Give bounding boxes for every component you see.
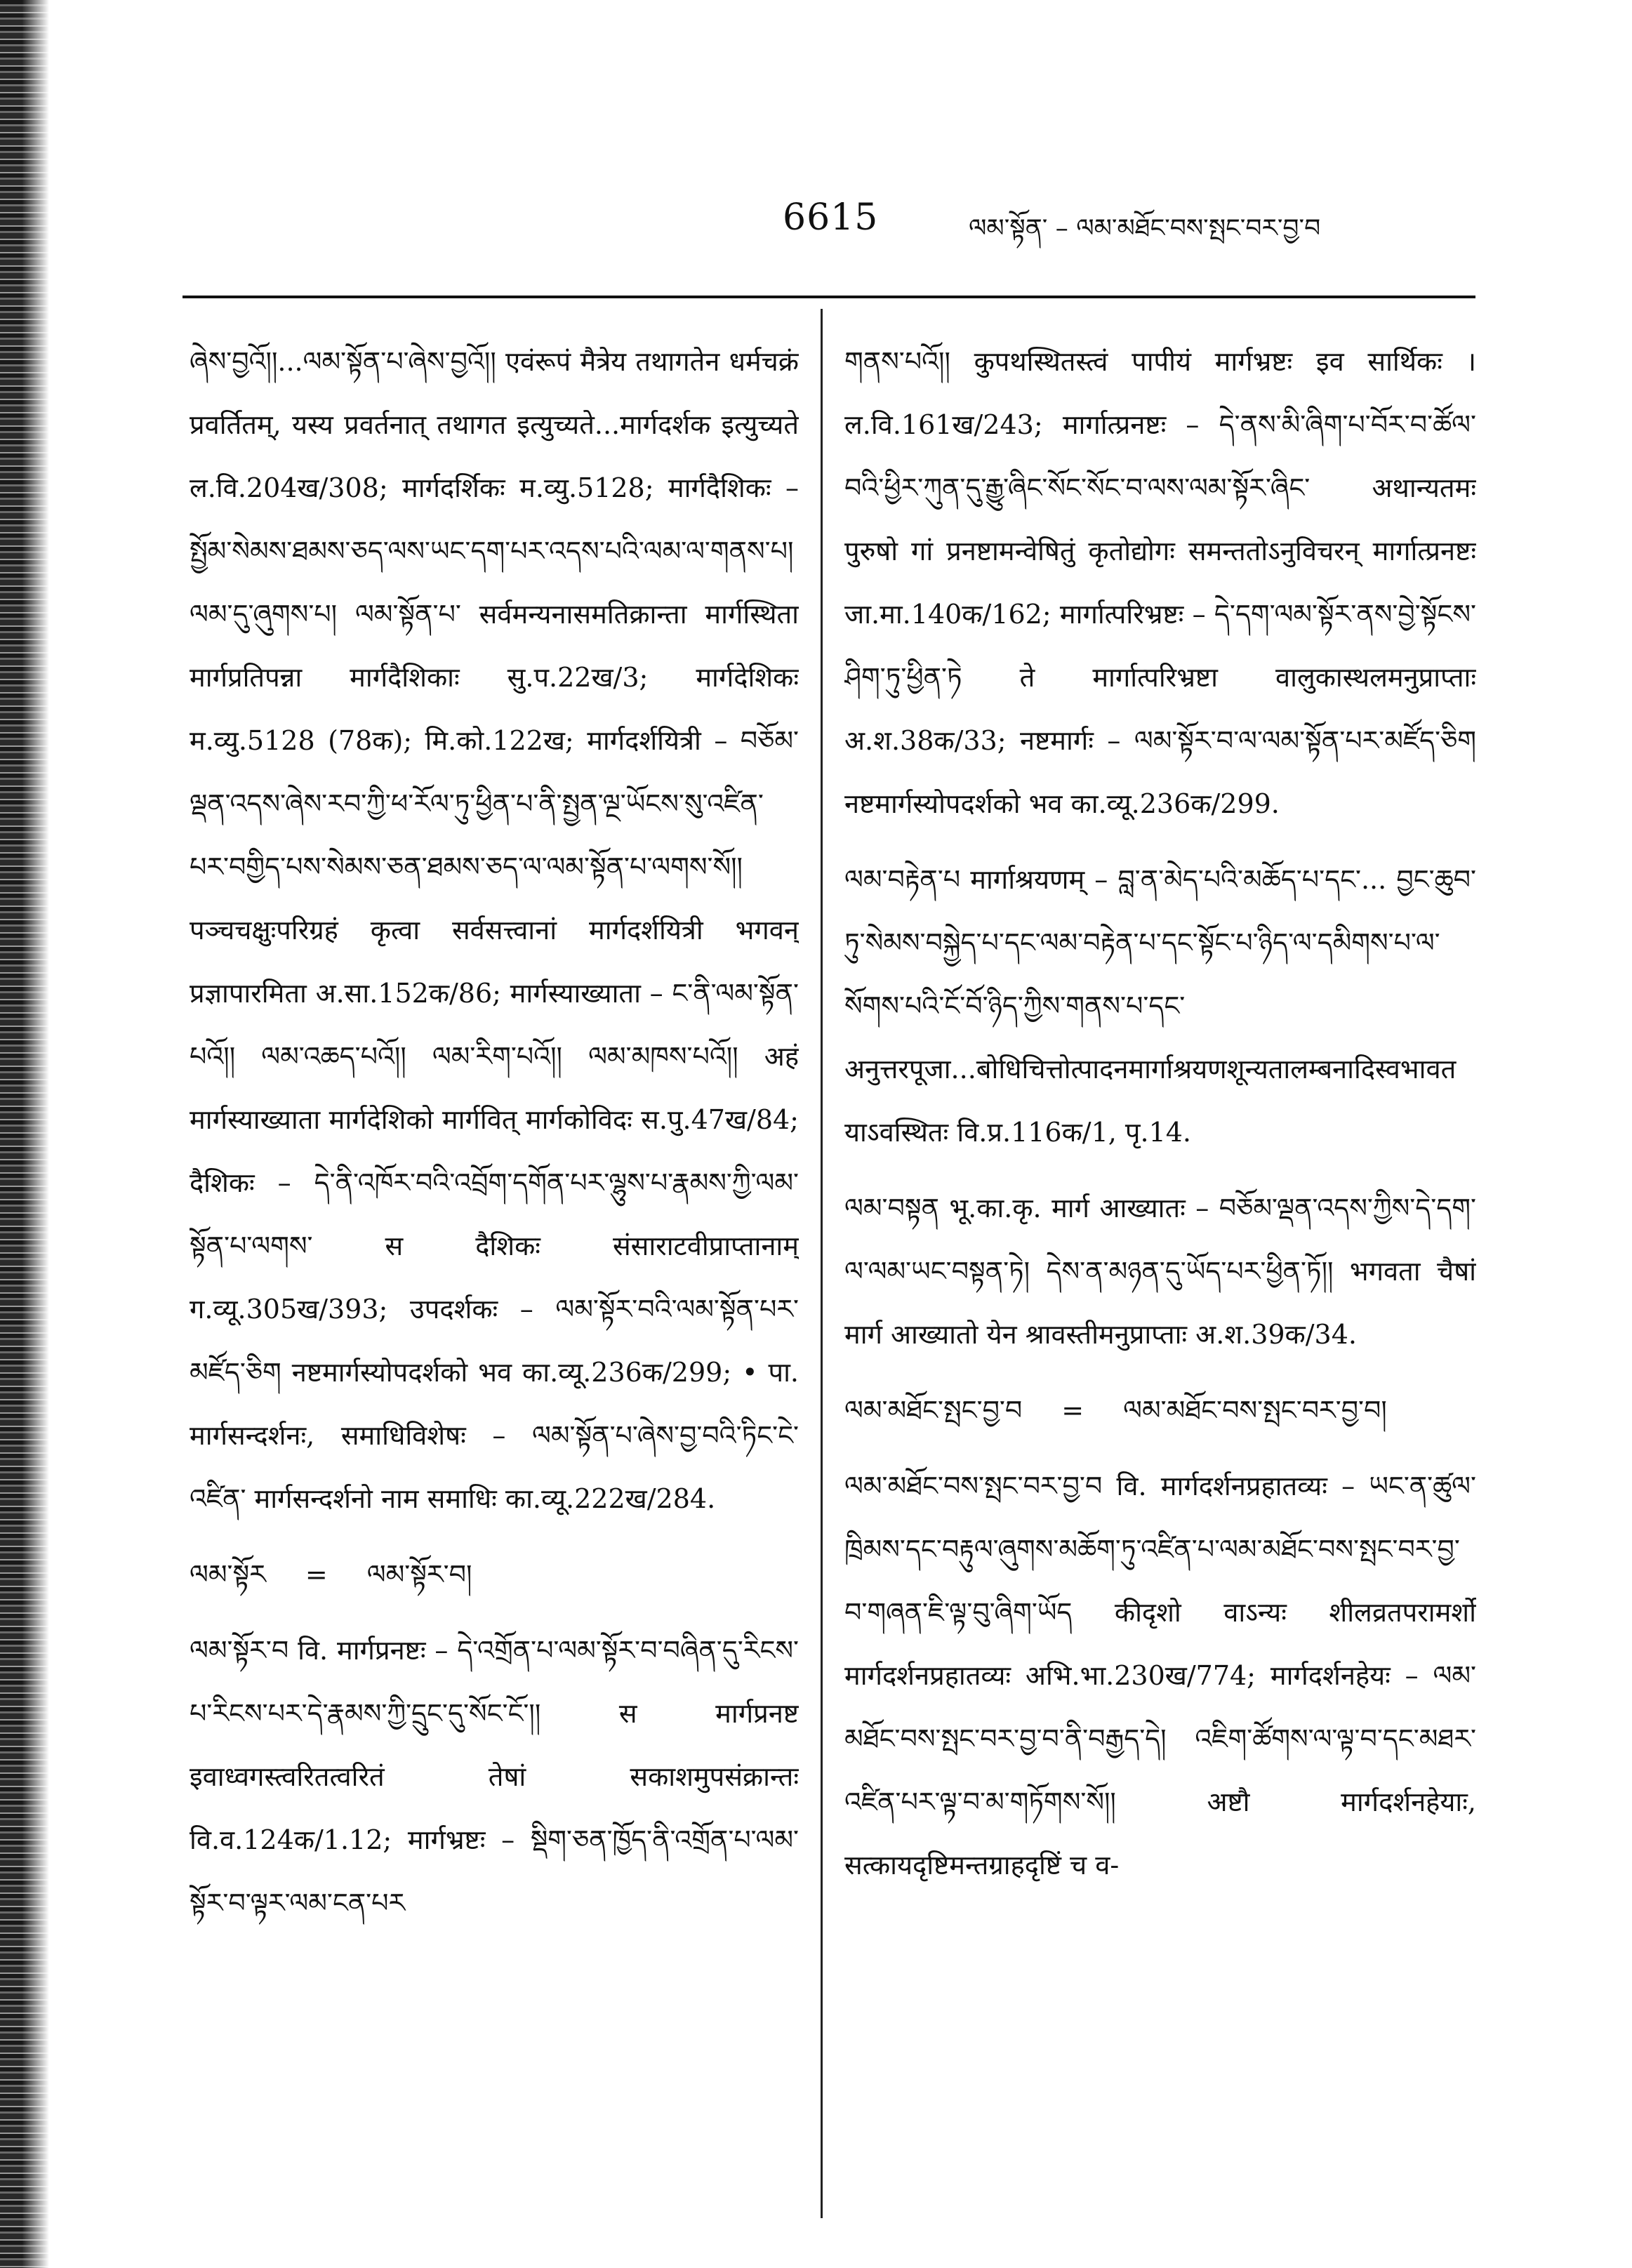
page-number: 6615 bbox=[783, 197, 879, 239]
cross-reference-eq: = bbox=[305, 1559, 328, 1590]
dictionary-entry: ལམ་མཐོང་བས་སྤང་བར་བྱ་བ वि. मार्गदर्शनप्रहातव्यः – ཡང་ན་ཚུལ་ཁྲིམས་དང་བརྟུལ་ཞུགས་མཆོག་ཏུ་འཛིན་པ་ལམ་མཐོང་བས་སྤང་བར་བྱ་བ་གཞན་ཇི་ལྟ་བུ་ཞིག་ཡོད कीदृशो वाऽन्यः शीलव्रतपरामर्शो मार्गदर्शनप्रहातव्यः अभि.भा.230ख/774; मार्गदर्शनहेयः – ལམ་མཐོང་བས་སྤང་བར་བྱ་བ་ནི་བརྒྱད་དེ། འཇིག་ཚོགས་ལ་ལྟ་བ་དང་མཐར་འཛིན་པར་ལྟ་བ་མ་གཏོགས་སོ།། अष्टौ मार्गदर्शनहेयाः, सत्कायदृष्टिमन्तग्राहदृष्टिं च व- bbox=[844, 1471, 1476, 1881]
left-column bbox=[190, 330, 799, 2232]
header-rule bbox=[183, 296, 1475, 298]
dictionary-entry: གནས་པའོ།། कुपथस्थितस्त्वं पापीयं मार्गभ्रष्टः इव सार्थिकः । ल.वि.161ख/243; मार्गात्प्रनष्टः – དེ་ནས་མི་ཞིག་པ་བོར་བ་ཚོལ་བའི་ཕྱིར་ཀུན་དུ་རྒྱུ་ཞིང་སོང་སོང་བ་ལས་ལམ་སྟོར་ཞིང་ अथान्यतमः पुरुषो गां प्रनष्टामन्वेषितुं कृतोद्योगः समन्ततोऽनुविचरन् मार्गात्प्रनष्टः जा.मा.140क/162; मार्गात्परिभ्रष्टः – དེ་དག་ལམ་སྟོར་ནས་བྱེ་སྟོངས་ཤིག་ཏུ་ཕྱིན་ཏེ ते मार्गात्परिभ्रष्टा वालुकास्थलमनुप्राप्ताः अ.श.38क/33; नष्टमार्गः – ལམ་སྟོར་བ་ལ་ལམ་སྟོན་པར་མཛོད་ཅིག नष्टमार्गस्योपदर्शको भव का.व्यू.236क/299. bbox=[844, 346, 1476, 819]
cross-reference-target: ལམ་མཐོང་བས་སྤང་བར་བྱ་བ། bbox=[1123, 1395, 1387, 1426]
running-head-guide-words: ལམ་སྟོན་ – ལམ་མཐོང་བས་སྤང་བར་བྱ་བ bbox=[969, 214, 1321, 243]
cross-reference-eq: = bbox=[1061, 1395, 1084, 1426]
dictionary-entry: ཞེས་བྱའོ།།...ལམ་སྟོན་པ་ཞེས་བྱའོ།། एवंरूपं मैत्रेय तथागतेन धर्मचक्रं प्रवर्तितम्, यस्य प्रवर्तनात् तथागत इत्युच्यते...मार्गदर्शक इत्युच्यते ल.वि.204ख/308; मार्गदर्शिकः म.व्यु.5128; मार्गदैशिकः – སྤྱོམ་སེམས་ཐམས་ཅད་ལས་ཡང་དག་པར་འདས་པའི་ལམ་ལ་གནས་པ། ལམ་དུ་ཞུགས་པ། ལམ་སྟོན་པ་ सर्वमन्यनासमतिक्रान्ता मार्गस्थिता मार्गप्रतिपन्ना मार्गदैशिकाः सु.प.22ख/3; मार्गदेशिकः म.व्यु.5128 (78क); मि.को.122ख; मार्गदर्शयित्री – བཅོམ་ལྡན་འདས་ཞེས་རབ་ཀྱི་ཕ་རོལ་ཏུ་ཕྱིན་པ་ནི་སྤྱན་ལྔ་ཡོངས་སུ་འཛིན་པར་བགྱིད་པས་སེམས་ཅན་ཐམས་ཅད་ལ་ལམ་སྟོན་པ་ལགས་སོ།། पञ्चचक्षुःपरिग्रहं कृत्वा सर्वसत्त्वानां मार्गदर्शयित्री भगवन् प्रज्ञापारमिता अ.सा.152क/86; मार्गस्याख्याता – ང་ནི་ལམ་སྟོན་པའོ།། ལམ་འཆད་པའོ།། ལམ་རིག་པའོ།། ལམ་མཁས་པའོ།། अहं मार्गस्याख्याता मार्गदेशिको मार्गवित् मार्गकोविदः स.पु.47ख/84; दैशिकः – དེ་ནི་འཁོར་བའི་འབྲོག་དགོན་པར་ལྷུས་པ་རྣམས་ཀྱི་ལམ་སྟོན་པ་ལགས་ स दैशिकः संसाराटवीप्राप्तानाम् ग.व्यू.305ख/393; उपदर्शकः – ལམ་སྟོར་བའི་ལམ་སྟོན་པར་མཛོད་ཅིག नष्टमार्गस्योपदर्शको भव का.व्यू.236क/299; • पा. मार्गसन्दर्शनः, समाधिविशेषः – ལམ་སྟོན་པ་ཞེས་བྱ་བའི་ཏིང་ངེ་འཛིན་ मार्गसन्दर्शनो नाम समाधिः का.व्यू.222ख/284. bbox=[190, 346, 799, 1514]
cross-reference-entry bbox=[190, 1543, 799, 1606]
cross-reference-target: ལམ་སྟོར་བ། bbox=[366, 1559, 472, 1590]
book-binding-edge bbox=[0, 0, 49, 2268]
cross-reference-head: ལམ་སྟོར bbox=[190, 1559, 266, 1590]
dictionary-entry: ལམ་བརྟེན་པ मार्गाश्रयणम् – བླ་ན་མེད་པའི་མཆོད་པ་དང་... བྱང་ཆུབ་ཏུ་སེམས་བསྐྱེད་པ་དང་ལམ་བརྟེན་པ་དང་སྟོང་པ་ཉིད་ལ་དམིགས་པ་ལ་སོགས་པའི་ངོ་བོ་ཉིད་ཀྱིས་གནས་པ་དང་ अनुत्तरपूजा...बोधिचित्तोत्पादनमार्गाश्रयणशून्यतालम्बनादिस्वभावतयाऽवस्थितः वि.प्र.116क/1, पृ.14. bbox=[844, 864, 1476, 1148]
dictionary-entry: ལམ་བསྟན भू.का.कृ. मार्ग आख्यातः – བཅོམ་ལྡན་འདས་ཀྱིས་དེ་དག་ལ་ལམ་ཡང་བསྟན་ཏེ། དེས་ན་མཉན་དུ་ཡོད་པར་ཕྱིན་ཏོ།། भगवता चैषां मार्ग आख्यातो येन श्रावस्तीमनुप्राप्ताः अ.श.39क/34. bbox=[844, 1193, 1476, 1350]
column-divider bbox=[821, 309, 823, 2218]
right-column bbox=[844, 330, 1476, 2232]
cross-reference-head: ལམ་མཐོང་སྤང་བྱ་བ bbox=[844, 1395, 1023, 1426]
dictionary-entry: ལམ་སྟོར་བ वि. मार्गप्रनष्टः – དེ་འགྲོན་པ་ལམ་སྟོར་བ་བཞིན་དུ་རིངས་པ་རིངས་པར་དེ་རྣམས་ཀྱི་དྲུང་དུ་སོང་ངོ་།། स मार्गप्रनष्ट इवाध्वगस्त्वरितत्वरितं तेषां सकाशमुपसंक्रान्तः वि.व.124क/1.12; मार्गभ्रष्टः – སྡིག་ཅན་ཁྱོད་ནི་འགྲོན་པ་ལམ་སྟོར་བ་ལྟར་ལམ་ངན་པར bbox=[190, 1635, 799, 1918]
cross-reference-entry bbox=[844, 1379, 1476, 1442]
